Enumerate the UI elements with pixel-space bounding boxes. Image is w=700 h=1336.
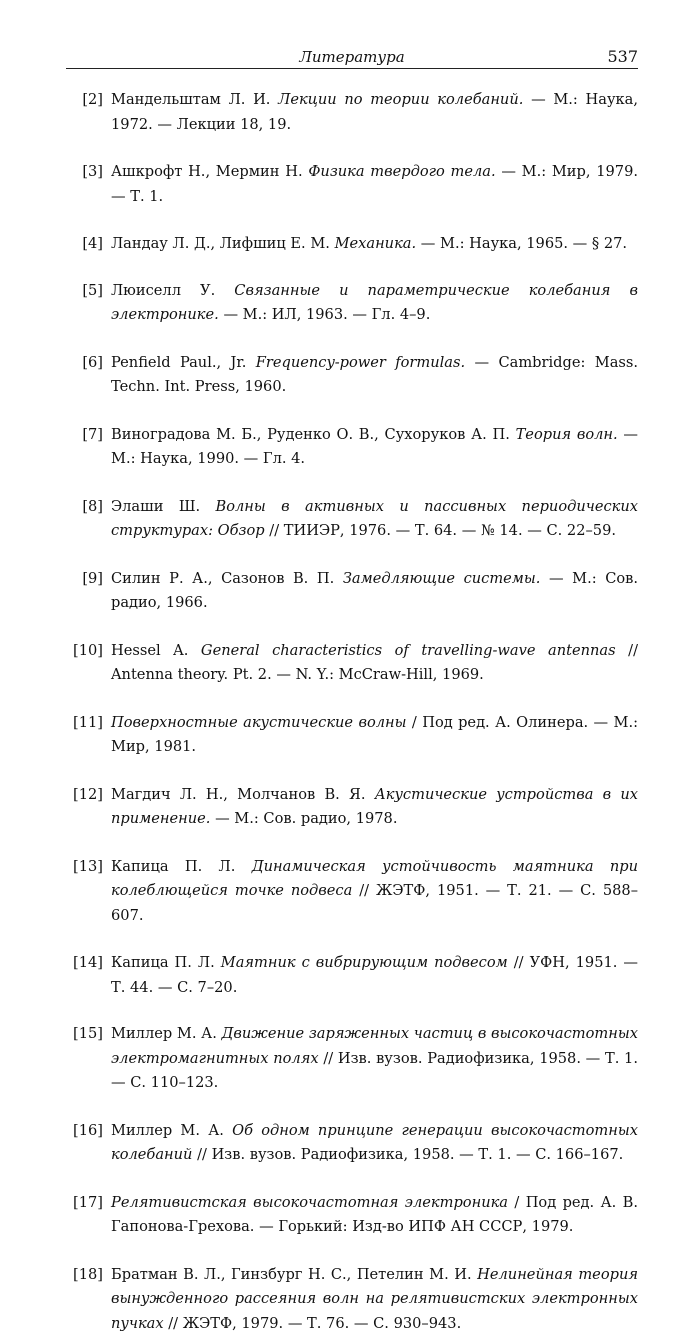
reference-details: / Под ред. А. Олинера. — М.: Мир, 1981. bbox=[111, 714, 638, 756]
reference-title: Связанные и параметрические колебания в электронике. bbox=[111, 282, 638, 324]
reference-title: Движение заряженных частиц в высокочастотных электромагнитных полях bbox=[111, 1025, 638, 1067]
reference-number: [4] bbox=[82, 232, 103, 257]
reference-details: — М.: Сов. радио, 1978. bbox=[215, 810, 397, 827]
reference-number: [14] bbox=[73, 951, 103, 976]
reference-title: Динамическая устойчивость маятника при колеблющейся точке подвеса bbox=[111, 858, 638, 900]
reference-details: — М.: Сов. радио, 1966. bbox=[111, 570, 638, 612]
reference-details: // ЖЭТФ, 1951. — Т. 21. — С. 588–607. bbox=[111, 882, 638, 924]
reference-details: // ТИИЭР, 1976. — Т. 64. — № 14. — С. 22–59. bbox=[269, 522, 616, 539]
reference-item bbox=[66, 639, 638, 688]
reference-title: Поверхностные акустические волны bbox=[111, 714, 407, 731]
reference-details: — М.: Мир, 1979. — Т. 1. bbox=[111, 163, 638, 205]
reference-item bbox=[66, 351, 638, 400]
reference-title: Замедляющие системы. bbox=[343, 570, 541, 587]
reference-title: Акустические устройства в их применение. bbox=[111, 786, 638, 828]
reference-authors: Penfield Paul., Jr. bbox=[111, 354, 246, 371]
reference-details: // Изв. вузов. Радиофизика, 1958. — Т. 1. — С. 166–167. bbox=[197, 1146, 623, 1163]
reference-number: [6] bbox=[82, 351, 103, 376]
reference-details: // Antenna theory. Pt. 2. — N. Y.: McCraw-Hill, 1969. bbox=[111, 642, 638, 684]
reference-authors: Люиселл У. bbox=[111, 282, 215, 299]
reference-number: [13] bbox=[73, 855, 103, 880]
reference-title: Релятивистская высокочастотная электроника bbox=[111, 1194, 508, 1211]
reference-details: — М.: Наука, 1965. — § 27. bbox=[421, 235, 627, 252]
reference-title: Механика. bbox=[335, 235, 417, 252]
reference-number: [2] bbox=[82, 88, 103, 113]
reference-title: Нелинейная теория вынужденного рассеяния волн на релятивистских электронных пучках bbox=[111, 1266, 638, 1332]
reference-details: — М.: ИЛ, 1963. — Гл. 4–9. bbox=[223, 306, 430, 323]
reference-number: [7] bbox=[82, 423, 103, 448]
reference-details: // Изв. вузов. Радиофизика, 1958. — Т. 1. — С. 110–123. bbox=[111, 1050, 638, 1092]
reference-item bbox=[66, 88, 638, 137]
reference-title: Лекции по теории колебаний. bbox=[278, 91, 523, 108]
reference-title: General characteristics of travelling-wave antennas bbox=[201, 642, 616, 659]
reference-authors: Ашкрофт Н., Мермин Н. bbox=[111, 163, 303, 180]
reference-details: // ЖЭТФ, 1979. — Т. 76. — С. 930–943. bbox=[168, 1315, 461, 1332]
reference-details: — М.: Наука, 1990. — Гл. 4. bbox=[111, 426, 638, 468]
reference-item bbox=[66, 567, 638, 616]
reference-number: [8] bbox=[82, 495, 103, 520]
reference-authors: Капица П. Л. bbox=[111, 858, 235, 875]
reference-item bbox=[66, 711, 638, 760]
reference-item bbox=[66, 160, 638, 209]
reference-number: [9] bbox=[82, 567, 103, 592]
reference-number: [18] bbox=[73, 1263, 103, 1288]
reference-title: Frequency-power formulas. bbox=[256, 354, 465, 371]
reference-item bbox=[66, 495, 638, 544]
reference-title: Физика твердого тела. bbox=[308, 163, 495, 180]
reference-number: [10] bbox=[73, 639, 103, 664]
reference-title: Волны в активных и пассивных периодических структурах: Обзор bbox=[111, 498, 638, 540]
reference-details: // УФН, 1951. — Т. 44. — С. 7–20. bbox=[111, 954, 638, 996]
reference-authors: Ландау Л. Д., Лифшиц Е. М. bbox=[111, 235, 330, 252]
reference-authors: Виноградова М. Б., Руденко О. В., Сухоруков А. П. bbox=[111, 426, 510, 443]
reference-item bbox=[66, 1191, 638, 1240]
reference-authors: Мандельштам Л. И. bbox=[111, 91, 270, 108]
reference-title: Маятник с вибрирующим подвесом bbox=[221, 954, 508, 971]
reference-authors: Братман В. Л., Гинзбург Н. С., Петелин М. И. bbox=[111, 1266, 472, 1283]
running-title: Литература bbox=[66, 46, 638, 68]
reference-item bbox=[66, 279, 638, 328]
reference-item bbox=[66, 423, 638, 472]
reference-item bbox=[66, 783, 638, 832]
reference-number: [3] bbox=[82, 160, 103, 185]
reference-authors: Капица П. Л. bbox=[111, 954, 215, 971]
reference-list bbox=[66, 88, 638, 1336]
header-rule bbox=[66, 68, 638, 69]
reference-item bbox=[66, 1263, 638, 1336]
reference-authors: Элаши Ш. bbox=[111, 498, 200, 515]
reference-number: [11] bbox=[73, 711, 103, 736]
reference-item bbox=[66, 1022, 638, 1096]
reference-authors: Магдич Л. Н., Молчанов В. Я. bbox=[111, 786, 365, 803]
reference-title: Теория волн. bbox=[516, 426, 618, 443]
reference-authors: Миллер М. А. bbox=[111, 1025, 217, 1042]
page-number: 537 bbox=[607, 46, 638, 68]
reference-item bbox=[66, 951, 638, 1000]
reference-authors: Миллер М. А. bbox=[111, 1122, 224, 1139]
reference-title: Об одном принципе генерации высокочастотных колебаний bbox=[111, 1122, 638, 1164]
reference-authors: Силин Р. А., Сазонов В. П. bbox=[111, 570, 334, 587]
reference-number: [16] bbox=[73, 1119, 103, 1144]
reference-item bbox=[66, 855, 638, 929]
reference-item bbox=[66, 232, 638, 257]
reference-details: / Под ред. А. В. Гапонова-Грехова. — Горький: Изд-во ИПФ АН СССР, 1979. bbox=[111, 1194, 638, 1236]
reference-number: [12] bbox=[73, 783, 103, 808]
reference-number: [17] bbox=[73, 1191, 103, 1216]
reference-details: — М.: Наука, 1972. — Лекции 18, 19. bbox=[111, 91, 638, 133]
reference-authors: Hessel A. bbox=[111, 642, 188, 659]
reference-item bbox=[66, 1119, 638, 1168]
reference-number: [5] bbox=[82, 279, 103, 304]
page-header bbox=[66, 46, 638, 68]
reference-number: [15] bbox=[73, 1022, 103, 1047]
reference-details: — Cambridge: Mass. Techn. Int. Press, 1960. bbox=[111, 354, 638, 396]
